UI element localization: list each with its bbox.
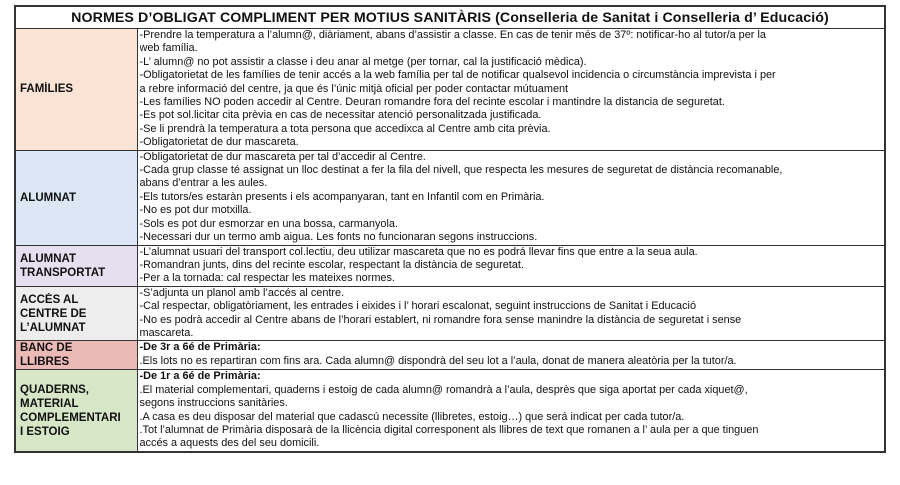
section-label-line: ALUMNAT [20,191,76,204]
rule-line: -Necessari dur un termo amb aigua. Les fonts no funcionaran segons instruccions. [139,231,538,244]
section-label-line: ACCÉS AL [20,293,79,306]
section-label-line: TRANSPORTAT [20,266,106,279]
section-label-transportat [15,245,137,286]
rule-line: abans d’entrar a les aules. [139,177,268,190]
section-content-quaderns [137,370,885,452]
section-label-line: CENTRE DE [20,307,87,320]
section-label-alumnat [15,150,137,245]
rules-document [14,5,886,453]
rule-line: -Obligatorietat de dur mascareta. [139,136,299,149]
rule-line: -Els tutors/es estaràn presents i els acompanyaran, tant en Infantil com en Primària. [139,190,545,203]
section-row-transportat [15,245,885,286]
rule-line: -Les famílies NO poden accedir al Centre. Deuran romandre fora del recinte escolar i mantindre la distancia de seguretat. [139,96,725,109]
section-label-acces [15,286,137,341]
rule-line: mascareta. [139,326,194,339]
rule-line: segons instruccions sanitàries. [139,397,288,410]
section-subheading: -De 1r a 6é de Primària: [139,370,261,383]
section-content-banc [137,341,885,370]
section-label-line: I ESTOIG [20,425,70,438]
section-label-line: FAMÍLIES [20,83,74,96]
section-content-alumnat [137,150,885,245]
rule-line: -Prendre la temperatura a l’alumn@, diàriament, abans d’assistir a classe. En cas de tenir més de 37º: notificar-ho al tutor/a per la [139,29,766,41]
section-row-alumnat [15,150,885,245]
rule-line: -S’adjunta un planol amb l’accés al centre. [139,286,345,299]
section-label-quaderns [15,370,137,452]
section-content-acces [137,286,885,341]
rule-line: -Per a la tornada: cal respectar les mateixes normes. [139,272,395,285]
rule-line: -Obligatorietat de dur mascareta per tal d’accedir al Centre. [139,150,426,163]
section-label-line: L’ALUMNAT [20,321,86,334]
section-label-line: COMPLEMENTARI [20,411,121,424]
rule-line: accés a aquests des del seu domicili. [139,437,320,450]
rule-line: -Cada grup classe té assignat un lloc destinat a fer la fila del nivell, que respecta les mesures de seguretat de distància recomanable, [139,164,783,177]
rule-line: .Tot l’alumnat de Primària disposarà de la llicència digital corresponent als llibres de text que romanen a l’ aula per a que tinguen [139,423,759,436]
section-row-acces [15,286,885,341]
section-label-line: MATERIAL [20,397,79,410]
section-label-banc [15,341,137,370]
rule-line: -Es pot sol.licitar cita prèvia en cas de necessitar atenció personalitzada justificada. [139,109,542,122]
rule-line: .A casa es deu disposar del material que cadascú necessite (llibretes, estoig…) que será indicat per cada tutor/a. [139,410,685,423]
section-label-line: LLIBRES [20,356,70,369]
section-label-families [15,29,137,151]
section-content-families [137,29,885,151]
rule-line: .El material complementari, quaderns i estoig de cada alumn@ romandrà a l’aula, desprès que siga aportat per cada xiquet@, [139,383,748,396]
section-row-banc [15,341,885,370]
section-subheading: -De 3r a 6é de Primària: [139,341,261,354]
rule-line: -No es podrà accedir al Centre abans de l’horari establert, ni romandre fora sense manindre la distància de seguretat i sense [139,313,742,326]
rule-line: -Cal respectar, obligatòriament, les entrades i eixides i l’ horari escalonat, seguint instruccions de Sanitat i Educació [139,300,697,313]
section-row-quaderns [15,370,885,452]
rule-line: -Romandran junts, dins del recinte escolar, respectant la distància de seguretat. [139,258,524,271]
rule-line: -L’ alumn@ no pot assistir a classe i deu anar al metge (per tornar, cal la justificació mèdica). [139,55,587,68]
rule-line: a rebre informació del centre, ja que és l’únic mitjà oficial per poder contactar mútuament [139,82,569,95]
section-label-line: ALUMNAT [20,252,76,265]
section-label-line: QUADERNS, [20,383,90,396]
section-label-line: BANC DE [20,342,73,355]
page-title: NORMES D’OBLIGAT COMPLIMENT PER MOTIUS SANITÀRIS (Conselleria de Sanitat i Conselleria d’ Educació) [15,6,885,29]
rule-line: web família. [139,42,198,55]
rule-line: -L’alumnat usuari del transport col.lectiu, deu utilizar mascareta que no es podrá llevar fins que entre a la seua aula. [139,245,698,258]
rule-line: -Se li prendrà la temperatura a tota persona que accedixca al Centre amb cita prèvia. [139,122,551,135]
rules-table [14,5,886,453]
section-row-families [15,29,885,151]
rule-line: -Sols es pot dur esmorzar en una bossa, carmanyola. [139,217,398,230]
section-content-transportat [137,245,885,286]
rule-line: -Obligatorietat de les famílies de tenir accés a la web família per tal de notificar qualsevol incidencia o circumstància imprevista i per [139,69,776,82]
rule-line: -No es pot dur motxilla. [139,204,252,217]
rule-line: .Els lots no es repartiran com fins ara. Cada alumn@ dispondrà del seu lot a l’aula, donat de manera aleatòria per la tutor/a. [139,354,737,367]
